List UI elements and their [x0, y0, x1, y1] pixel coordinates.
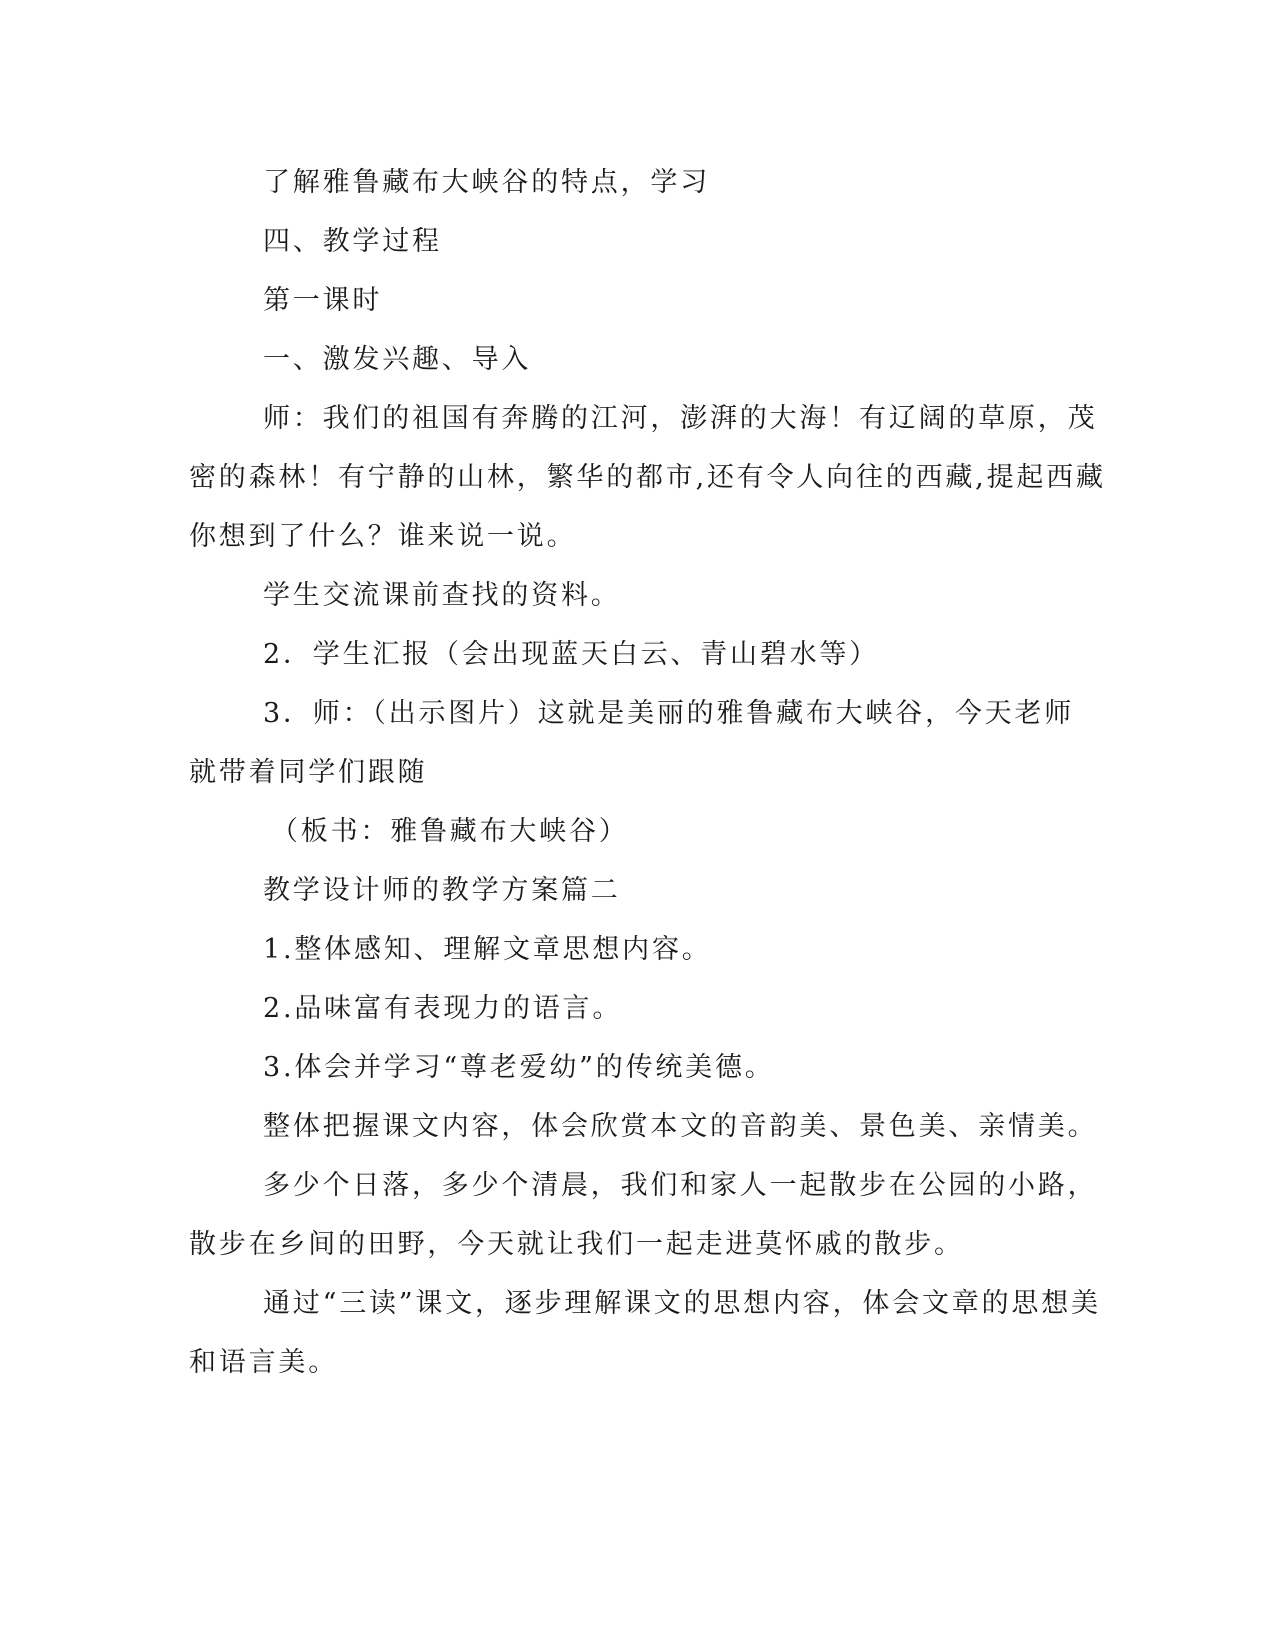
- list-item: 3.体会并学习“尊老爱幼”的传统美德。: [263, 1052, 775, 1083]
- text-line: 师：我们的祖国有奔腾的江河，澎湃的大海！有辽阔的草原，茂: [263, 403, 1098, 434]
- text-line: 通过“三读”课文，逐步理解课文的思想内容，体会文章的思想美: [263, 1288, 1101, 1319]
- text-line: 整体把握课文内容，体会欣赏本文的音韵美、景色美、亲情美。: [263, 1111, 1098, 1142]
- text-line: 和语言美。: [189, 1347, 338, 1378]
- text-line: 散步在乡间的田野，今天就让我们一起走进莫怀戚的散步。: [189, 1229, 964, 1260]
- board-note: （板书：雅鲁藏布大峡谷）: [271, 816, 629, 847]
- section-heading: 四、教学过程: [263, 226, 442, 257]
- text-line: 密的森林！有宁静的山林，繁华的都市,还有令人向往的西藏,提起西藏: [189, 462, 1106, 493]
- text-line: 多少个日落，多少个清晨，我们和家人一起散步在公园的小路，: [263, 1170, 1098, 1201]
- list-item: 2．学生汇报（会出现蓝天白云、青山碧水等）: [263, 639, 879, 670]
- list-item: 1.整体感知、理解文章思想内容。: [263, 934, 712, 965]
- text-line: 学生交流课前查找的资料。: [263, 580, 621, 611]
- list-item: 2.品味富有表现力的语言。: [263, 993, 623, 1024]
- text-line: 了解雅鲁藏布大峡谷的特点，学习: [263, 167, 710, 198]
- lesson-heading: 第一课时: [263, 285, 383, 316]
- section-heading: 教学设计师的教学方案篇二: [263, 875, 621, 906]
- list-item: 3．师：（出示图片）这就是美丽的雅鲁藏布大峡谷，今天老师: [263, 698, 1075, 729]
- subsection-heading: 一、激发兴趣、导入: [263, 344, 532, 375]
- text-line: 就带着同学们跟随: [189, 757, 428, 788]
- text-line: 你想到了什么？谁来说一说。: [189, 521, 577, 552]
